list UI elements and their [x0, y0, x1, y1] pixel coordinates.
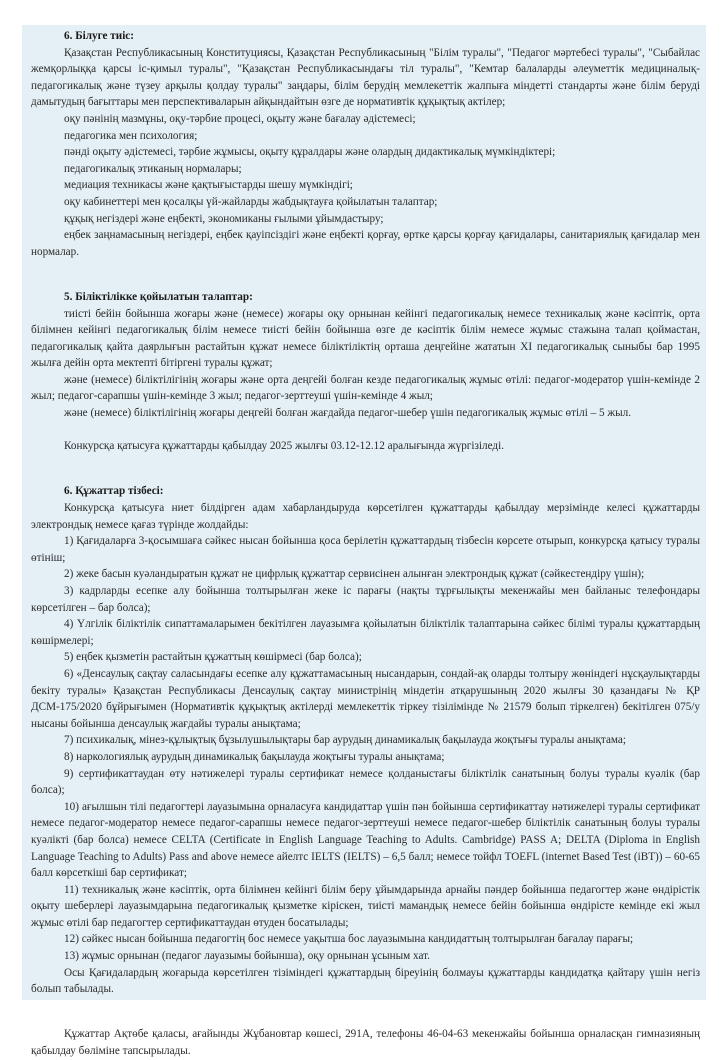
announcement-panel: [22, 25, 706, 1058]
list-item: 6) «Денсаулық сақтау саласындағы есепке алу құжаттамасының нысандарын, сондай-ақ оларды толтыру жөніндегі нұсқаулықтарды бекіту туралы» Қазақстан Республикасы Денсаулық сақтау министрінің міндетін атқарушының 2020 жылғы 30 қазандағы № ҚР ДСМ-175/2020 бұйрығымен (Нормативтік құқықтық актілерді мемлекеттік тіркеу тізілімінде № 21579 болып тіркелген) бекітілген 075/у нысаны бойынша денсаулық жағдайы туралы анықтама;: [31, 667, 700, 730]
list-item: 7) психикалық, мінез-құлықтық бұзылушылықтары бар аурудың динамикалық бақылауда жоқтығы туралы анықтама;: [64, 734, 626, 747]
list-item: 4) Үлгілік біліктілік сипаттамаларымен бекітілген лауазымға қойылатын біліктілік талаптарына сәйкес білімі туралы құжаттардың көшірмелері;: [31, 618, 700, 647]
spacer: [31, 455, 700, 472]
spacer: [31, 277, 700, 289]
paragraph: құқық негіздері және еңбекті, экономиканы ғылыми ұйымдастыру;: [64, 212, 384, 225]
paragraph: еңбек заңнамасының негіздері, еңбек қауіпсіздігі және еңбекті қорғау, өртке қарсы қорғау қағидалары, санитариялық қағидалар мен нормалар.: [31, 229, 700, 258]
deadline-text: Конкурсқа қатысуға құжаттарды қабылдау 2025 жылғы 03.12-12.12 аралығында жүргізіледі.: [64, 440, 505, 453]
list-item: 10) ағылшын тілі педагогтері лауазымына орналасуға кандидаттар үшін пән бойынша сертификаттау нәтижелері туралы сертификат немесе педагог-модератор немесе педагог-сарапшы немесе педагог-зерттеуші немесе педагог-шебер біліктілік санатының болуы туралы куәлікті (бар болса) немесе CELTA (Certificate in English Language Teaching to Adults. Cambridge) PASS A; DELTA (Diploma in English Language Teaching to Adults) Pass and above немесе айелтс IELTS (IELTS) – 6,5 балл; немесе тойфл TOEFL (internet Based Test (iBT)) – 60-65 балл көрсеткіші бар сертификат;: [31, 800, 700, 880]
list-item: 2) жеке басын куәландыратын құжат не цифрлық құжаттар сервисінен алынған электрондық құжат (сәйкестендіру үшін);: [64, 568, 645, 581]
spacer: [31, 1014, 700, 1026]
intro-paragraph: Конкурсқа қатысуға ниет білдірген адам хабарландыруда көрсетілген құжаттарды қабылдау мерзімінде келесі құжаттарды электрондық немесе қағаз түрінде жолдайды:: [31, 502, 700, 531]
section-heading: 5. Біліктілікке қойылатын талаптар:: [64, 290, 253, 303]
paragraph: және (немесе) біліктілігінің жоғары деңгейі болған жағдайда педагог-шебер үшін педагогикалық жұмыс өтілі – 5 жыл.: [64, 407, 632, 420]
paragraph: Қазақстан Республикасының Конституциясы, Қазақстан Республикасының "Білім туралы", "Педагог мәртебесі туралы", "Сыбайлас жемқорлыққа қарсы іс-қимыл туралы", "Қазақстан Республикасындағы тіл туралы", "Кемтар балаларды әлеуметтік медициналық-педагогикалық және түзеу арқылы қолдау туралы" заңдары, білім берудің мемлекеттік жалпыға міндетті стандарты және білім беруді дамытудың бағыттары мен перспективаларын айқындайтын өзге де нормативтік құқықтық актілер;: [31, 46, 700, 109]
section-qualification-requirements: [31, 289, 700, 422]
paragraph: пәнді оқыту әдістемесі, тәрбие жұмысы, оқыту құралдары және олардың дидактикалық мүмкіндіктері;: [64, 146, 556, 159]
paragraph: педагогикалық этиканың нормалары;: [64, 162, 242, 175]
list-item: 11) техникалық және кәсіптік, орта білімнен кейінгі білім беру ұйымдарында арнайы пәндер бойынша педагогтер және өндірістік оқыту шеберлері лауазымдарына педагогикалық қызметке кіріскен, тиісті мамандық немесе бейін бойынша өндірісте кемінде екі жыл жұмыс өтілі бар педагогтер сертификаттаудан өтуден босатылады;: [31, 883, 700, 929]
section-heading: 6. Білуге тиіс:: [64, 30, 134, 42]
paragraph: педагогика мен психология;: [64, 129, 198, 142]
paragraph: тиісті бейін бойынша жоғары және (немесе) жоғары оқу орнынан кейінгі педагогикалық немесе техникалық және кәсіптік, орта білімнен кейінгі педагогикалық білім немесе тиісті бейін бойынша өзге де кәсіптік білім немесе жұмыс стажына талап қоймастан, педагогикалық қайта даярлығын растайтын құжат немесе біліктіліктің орташа деңгейіне жататын XI педагогикалық сыныбы бар 1995 жылға дейін орта мектепті бітіргені туралы құжат;: [31, 307, 700, 370]
paragraph: оқу кабинеттері мен қосалқы үй-жайларды жабдықтауға қойылатын талаптар;: [64, 195, 438, 208]
paragraph: және (немесе) біліктілігінің жоғары және орта деңгейі болған кезде педагогикалық жұмыс өтілі: педагог-модератор үшін-кемінде 2 жыл; педагог-сарапшы үшін-кемінде 3 жыл; педагог-зерттеуші үшін-кемінде 4 жыл;: [31, 373, 700, 403]
spacer: [31, 422, 700, 439]
paragraph: оқу пәнінің мазмұны, оқу-тәрбие процесі, оқыту және бағалау әдістемесі;: [64, 112, 416, 125]
note-paragraph: Осы Қағидалардың жоғарыда көрсетілген тізіміндегі құжаттардың біреуінің болмауы құжаттарды кандидатқа қайтару үшін негіз болып табылады.: [31, 966, 700, 996]
section-must-know: [31, 28, 700, 260]
list-item: 8) наркологиялық аурудың динамикалық бақылауда жоқтығы туралы анықтама;: [64, 750, 445, 763]
submission-address-text: Құжаттар Ақтөбе қаласы, ағайынды Жұбановтар көшесі, 291А, телефоны 46-04-63 мекенжайы бойынша орналасқан гимназияның қабылдау бөліміне тапсырылады.: [31, 1028, 700, 1058]
list-item: 12) сәйкес нысан бойынша педагогтің бос немесе уақытша бос лауазымына кандидаттың толтырылған бағалау парағы;: [64, 933, 634, 946]
spacer: [31, 998, 700, 1015]
list-item: 1) Қағидаларға 3-қосымшаға сәйкес нысан бойынша қоса берілетін құжаттардың тізбесін көрсете отырып, конкурсқа қатысу туралы өтініш;: [31, 535, 700, 564]
list-item: 13) жұмыс орнынан (педагог лауазымы бойынша), оқу орнынан ұсыным хат.: [64, 950, 430, 963]
spacer: [31, 471, 700, 483]
section-heading: 6. Құжаттар тізбесі:: [64, 485, 164, 498]
section-document-list: [31, 483, 700, 997]
paragraph: медиация техникасы және қақтығыстарды шешу мүмкіндігі;: [64, 179, 353, 192]
list-item: 5) еңбек қызметін растайтын құжаттың көшірмесі (бар болса);: [64, 651, 362, 664]
spacer: [31, 260, 700, 277]
list-item: 3) кадрларды есепке алу бойынша толтырылған жеке іс парағы (нақты тұрғылықты мекенжайы мен байланыс телефондары көрсетілген – бар болса);: [31, 585, 700, 614]
list-item: 9) сертификаттаудан өту нәтижелері туралы сертификат немесе қолданыстағы біліктілік санатының болуы туралы куәлік (бар болса);: [31, 767, 700, 797]
